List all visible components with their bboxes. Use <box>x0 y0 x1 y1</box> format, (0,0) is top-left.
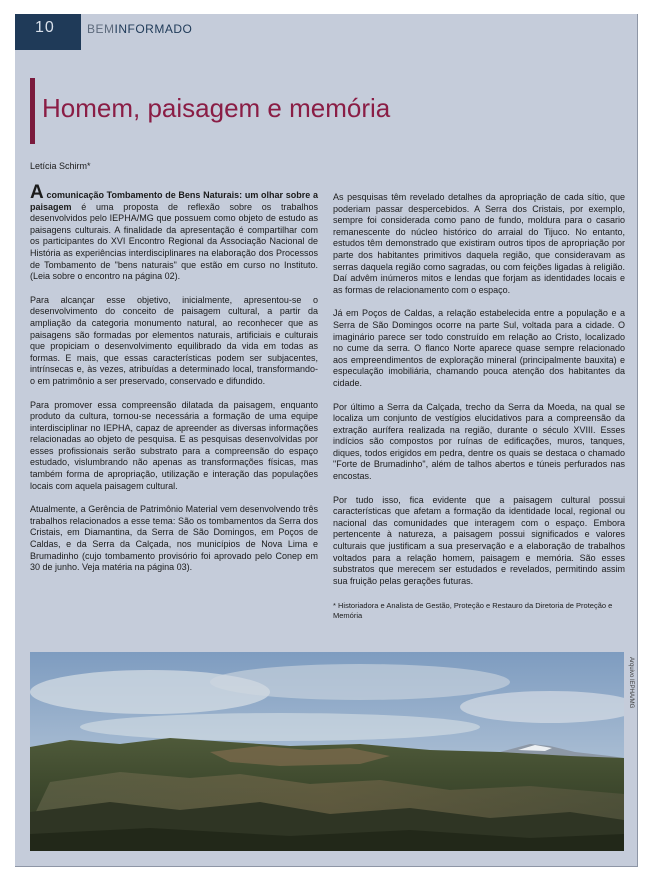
article-author: Letícia Schirm* <box>30 161 91 171</box>
paragraph: As pesquisas têm revelado detalhes da apropriação de cada sítio, que poderiam passar despercebidos. A Serra dos Cristais, por exemplo, sempre foi considerada como pano de fundo, moldura para o casario remanescente do núcleo histórico do arraial do Tijuco. No entanto, estudos têm demonstrado que existiram outros tipos de apropriação por parte dos habitantes primitivos daquela região, que consideravam as serras daquela região como sagradas, ou com feições ligadas à religião. Daí advêm inúmeros mitos e lendas que forjam as identidades locais e as formas de relacionamento com o espaço. <box>333 192 625 295</box>
paragraph: Para alcançar esse objetivo, inicialmente, apresentou-se o desenvolvimento do conceito de paisagem cultural, a partir da ampliação da categoria monumento natural, ao reconhecer que as paisagens são formadas por elementos naturais, artificiais e culturais que propiciam o desenvolvimento equilibrado da vida em todas as formas. E mais, que essas características podem ser subjacentes, intrínsecas e, às vezes, atribuídas a determinado local, transformando-o em patrimônio a ser preservado, conservado e difundido. <box>30 294 318 386</box>
right-column <box>333 192 625 633</box>
paragraph: Por tudo isso, fica evidente que a paisagem cultural possui características que afetam a formação da identidade local, regional ou nacional das comunidades que interagem com o espaço. Embora pertencente à natureza, a paisagem possui significados e valores culturais que justificam a sua preservação e a elaboração de trabalhos voltados para a relação homem, paisagem e memória. São esses substratos que merecem ser estudados e revelados, permitindo assim sua fruição pelas gerações futuras. <box>333 494 625 586</box>
paragraph: Já em Poços de Caldas, a relação estabelecida entre a população e a Serra de São Domingos ocorre na parte Sul, voltada para a cidade. O imaginário parece ser todo construído em relação ao Cristo, localizado no cume da serra. O flanco Norte aparece quase sempre relacionado aos empreendimentos de exploração mineral (principalmente bauxita) e especulação imobiliária, chamando pouca atenção dos habitantes da cidade. <box>333 308 625 388</box>
lead-text: é uma proposta de reflexão sobre os trabalhos desenvolvidos pelo IEPHA/MG que possuem como objeto de estudo as paisagens culturais. A finalidade da apresentação é compartilhar com os participantes do XVI Encontro Regional da Associação Nacional de História as experiências interdisciplinares na elaboração dos Processos de Tombamento de "bens naturais" que estão em curso no Instituto. (Leia sobre o encontro na página 02). <box>30 201 318 282</box>
brand-bem: BEM <box>87 22 115 36</box>
article-title: Homem, paisagem e memória <box>42 93 391 123</box>
lead-paragraph <box>30 182 318 283</box>
author-footnote: * Historiadora e Analista de Gestão, Proteção e Restauro da Diretoria de Proteção e Memória <box>333 601 613 621</box>
paragraph: Para promover essa compreensão dilatada da paisagem, enquanto produto da cultura, tornou-se necessária a formação de uma equipe interdisciplinar no IEPHA, capaz de apreender as diversas informações relacionadas ao objeto de pesquisa. E as pesquisas desenvolvidas por esses profissionais serão substrato para a compreensão do espaço estudado, vislumbrando não apenas as transformações físicas, mas também forma de apropriação, utilização e interação das populações locais com aquela paisagem cultural. <box>30 399 318 491</box>
drop-cap: A <box>30 182 44 203</box>
title-accent-bar <box>30 78 35 144</box>
brand-informado: INFORMADO <box>114 22 193 36</box>
paragraph: Atualmente, a Gerência de Patrimônio Material vem desenvolvendo três trabalhos relacionados a esse tema: São os tombamentos da Serra dos Cristais, em Diamantina, da Serra de São Domingos, em Poços de Caldas, e da Serra da Calçada, nos municípios de Nova Lima e Brumadinho (cujo tombamento provisório foi aprovado pelo Conep em 30 de junho. Veja matéria na página 03). <box>30 504 318 573</box>
left-column <box>30 182 318 586</box>
photo-credit-text: Arquivo IEPHA/MG <box>628 657 634 709</box>
landscape-photo-image <box>30 652 624 851</box>
brand-logo <box>87 22 192 36</box>
paragraph: Por último a Serra da Calçada, trecho da Serra da Moeda, na qual se localiza um conjunto de vestígios elucidativos para a compreensão da extração aurífera realizada na região, durante o século XVIII. Esses indícios são compostos por ruínas de edificações, muros, tanques, diques, todos erigidos em pedra, dentre os quais se destaca o chamado "Forte de Brumadinho", além de talhos abertos e túneis perfurados nas encostas. <box>333 401 625 482</box>
lead-bold-text: comunicação Tombamento de Bens Naturais: um olhar sobre a paisagem <box>30 190 318 212</box>
page-number: 10 <box>15 14 81 50</box>
photo-credit <box>625 657 635 727</box>
landscape-photo <box>30 652 624 851</box>
